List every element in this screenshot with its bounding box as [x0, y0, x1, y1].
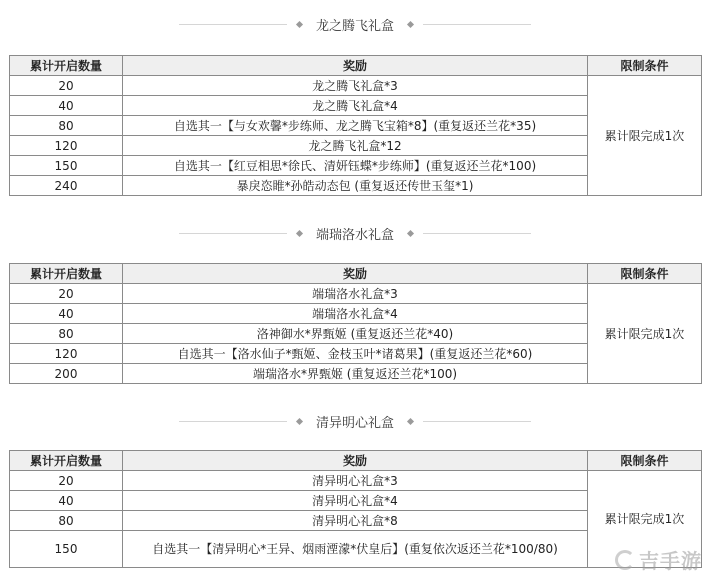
diamond-icon — [296, 229, 303, 236]
divider-line — [423, 421, 531, 422]
section-heading: 端瑞洛水礼盒 — [315, 227, 394, 243]
count-cell: 80 — [10, 116, 123, 136]
table-header-row — [10, 451, 702, 471]
header-reward: 奖励 — [123, 451, 588, 471]
diamond-icon — [296, 417, 303, 424]
count-cell: 120 — [10, 136, 123, 156]
divider-line — [423, 233, 531, 234]
count-cell: 20 — [10, 284, 123, 304]
reward-cell: 端瑞洛水*界甄姬 (重复返还兰花*100) — [123, 364, 588, 384]
g-logo-icon — [615, 550, 635, 570]
diamond-icon — [296, 20, 303, 27]
divider-line — [423, 24, 531, 25]
header-count: 累计开启数量 — [10, 264, 123, 284]
header-count: 累计开启数量 — [10, 451, 123, 471]
divider-line — [179, 421, 287, 422]
count-cell: 20 — [10, 471, 123, 491]
reward-cell: 清异明心礼盒*4 — [123, 491, 588, 511]
count-cell: 150 — [10, 531, 123, 568]
divider-line — [179, 24, 287, 25]
reward-cell: 端瑞洛水礼盒*3 — [123, 284, 588, 304]
reward-cell: 龙之腾飞礼盒*12 — [123, 136, 588, 156]
section-title-1 — [0, 14, 710, 34]
table-header-row — [10, 56, 702, 76]
count-cell: 240 — [10, 176, 123, 196]
count-cell: 80 — [10, 511, 123, 531]
reward-cell: 龙之腾飞礼盒*4 — [123, 96, 588, 116]
reward-table-3 — [9, 450, 702, 568]
reward-cell: 洛神御水*界甄姬 (重复返还兰花*40) — [123, 324, 588, 344]
reward-cell: 清异明心礼盒*3 — [123, 471, 588, 491]
section-heading: 龙之腾飞礼盒 — [315, 18, 394, 34]
header-count: 累计开启数量 — [10, 56, 123, 76]
limit-cell: 累计限完成1次 — [588, 284, 702, 384]
header-reward: 奖励 — [123, 56, 588, 76]
header-reward: 奖励 — [123, 264, 588, 284]
header-limit: 限制条件 — [588, 451, 702, 471]
watermark-text: 吉手游 — [639, 549, 702, 573]
count-cell: 150 — [10, 156, 123, 176]
table-row — [10, 76, 702, 96]
reward-cell: 暴戾恣睢*孙皓动态包 (重复返还传世玉玺*1) — [123, 176, 588, 196]
table-header-row — [10, 264, 702, 284]
reward-cell: 端瑞洛水礼盒*4 — [123, 304, 588, 324]
diamond-icon — [407, 20, 414, 27]
count-cell: 40 — [10, 491, 123, 511]
divider-line — [179, 233, 287, 234]
reward-cell: 自选其一【红豆相思*徐氏、清妍钰蝶*步练师】(重复返还兰花*100) — [123, 156, 588, 176]
reward-table-1 — [9, 55, 702, 196]
count-cell: 40 — [10, 96, 123, 116]
watermark — [615, 545, 702, 574]
header-limit: 限制条件 — [588, 56, 702, 76]
table-row — [10, 284, 702, 304]
diamond-icon — [407, 229, 414, 236]
reward-cell: 龙之腾飞礼盒*3 — [123, 76, 588, 96]
diamond-icon — [407, 417, 414, 424]
reward-cell: 清异明心礼盒*8 — [123, 511, 588, 531]
count-cell: 120 — [10, 344, 123, 364]
section-heading: 清异明心礼盒 — [315, 415, 394, 431]
count-cell: 40 — [10, 304, 123, 324]
table-row — [10, 471, 702, 491]
reward-cell: 自选其一【清异明心*王异、烟雨湮濛*伏皇后】(重复依次返还兰花*100/80) — [123, 531, 588, 568]
limit-cell: 累计限完成1次 — [588, 76, 702, 196]
reward-table-2 — [9, 263, 702, 384]
header-limit: 限制条件 — [588, 264, 702, 284]
count-cell: 200 — [10, 364, 123, 384]
count-cell: 20 — [10, 76, 123, 96]
count-cell: 80 — [10, 324, 123, 344]
reward-cell: 自选其一【与女欢馨*步练师、龙之腾飞宝箱*8】(重复返还兰花*35) — [123, 116, 588, 136]
section-title-2 — [0, 223, 710, 243]
limit-cell: 累计限完成1次 — [588, 471, 702, 568]
reward-cell: 自选其一【洛水仙子*甄姬、金枝玉叶*诸葛果】(重复返还兰花*60) — [123, 344, 588, 364]
section-title-3 — [0, 411, 710, 431]
